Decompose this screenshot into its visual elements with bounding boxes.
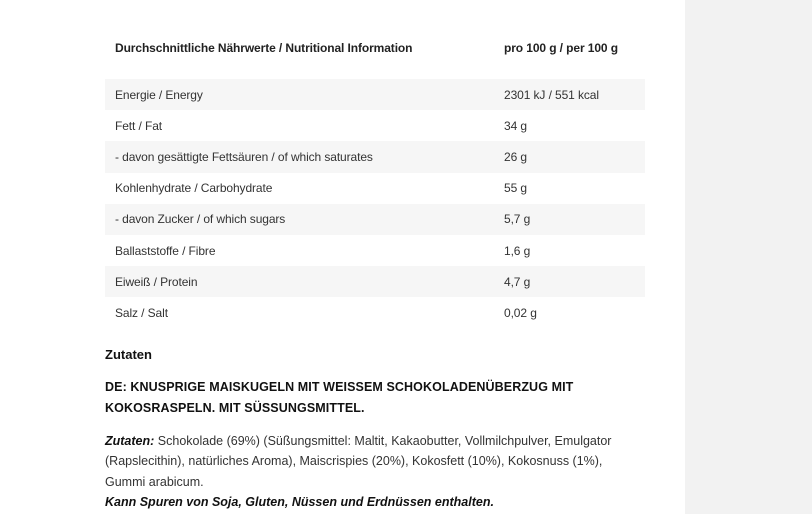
table-row [105,79,645,110]
nutrient-value: 1,6 g [504,243,531,258]
table-row [105,297,645,328]
nutrient-value: 55 g [504,181,527,196]
right-side-panel [685,0,812,514]
nutrition-header-value: pro 100 g / per 100 g [504,41,618,55]
ingredients-label: Zutaten: [105,433,155,448]
nutrient-value: 4,7 g [504,274,531,289]
table-row [105,204,645,235]
nutrient-label: Eiweiß / Protein [115,274,198,289]
table-row [105,235,645,266]
nutrient-value: 34 g [504,118,527,133]
nutrient-label: Salz / Salt [115,305,168,320]
nutrient-value: 5,7 g [504,212,531,227]
nutrient-label: - davon Zucker / of which sugars [115,212,286,227]
table-row [105,173,645,204]
nutrition-table-header [105,26,645,70]
zutaten-heading: Zutaten [105,346,152,362]
nutrient-label: - davon gesättigte Fettsäuren / of which saturates [115,149,373,164]
ingredients-paragraph [105,431,645,493]
nutrient-value: 26 g [504,149,527,164]
product-details-content [105,0,645,513]
ingredients-text: Schokolade (69%) (Süßungsmittel: Maltit, Kakaobutter, Vollmilchpulver, Emulgator (Rapslecithin), natürliches Aroma), Maiscrispies (20%), Kokosfett (10%), Kokosnuss (1%), Gummi arabicum. [105,433,612,489]
table-row [105,141,645,172]
nutrient-label: Fett / Fat [115,118,163,133]
nutrition-header-label: Durchschnittliche Nährwerte / Nutritional Information [115,41,413,55]
nutrient-value: 2301 kJ / 551 kcal [504,87,599,102]
allergen-note: Kann Spuren von Soja, Gluten, Nüssen und Erdnüssen enthalten. [105,495,494,509]
nutrition-table [105,26,645,329]
table-row [105,266,645,297]
nutrient-value: 0,02 g [504,305,537,320]
nutrient-label: Energie / Energy [115,87,203,102]
nutrient-label: Ballaststoffe / Fibre [115,243,216,258]
nutrient-label: Kohlenhydrate / Carbohydrate [115,181,273,196]
table-row [105,110,645,141]
product-description: DE: KNUSPRIGE MAISKUGELN MIT WEISSEM SCHOKOLADENÜBERZUG MIT KOKOSRASPELN. MIT SÜSSUNGSMITTEL. [105,379,574,415]
